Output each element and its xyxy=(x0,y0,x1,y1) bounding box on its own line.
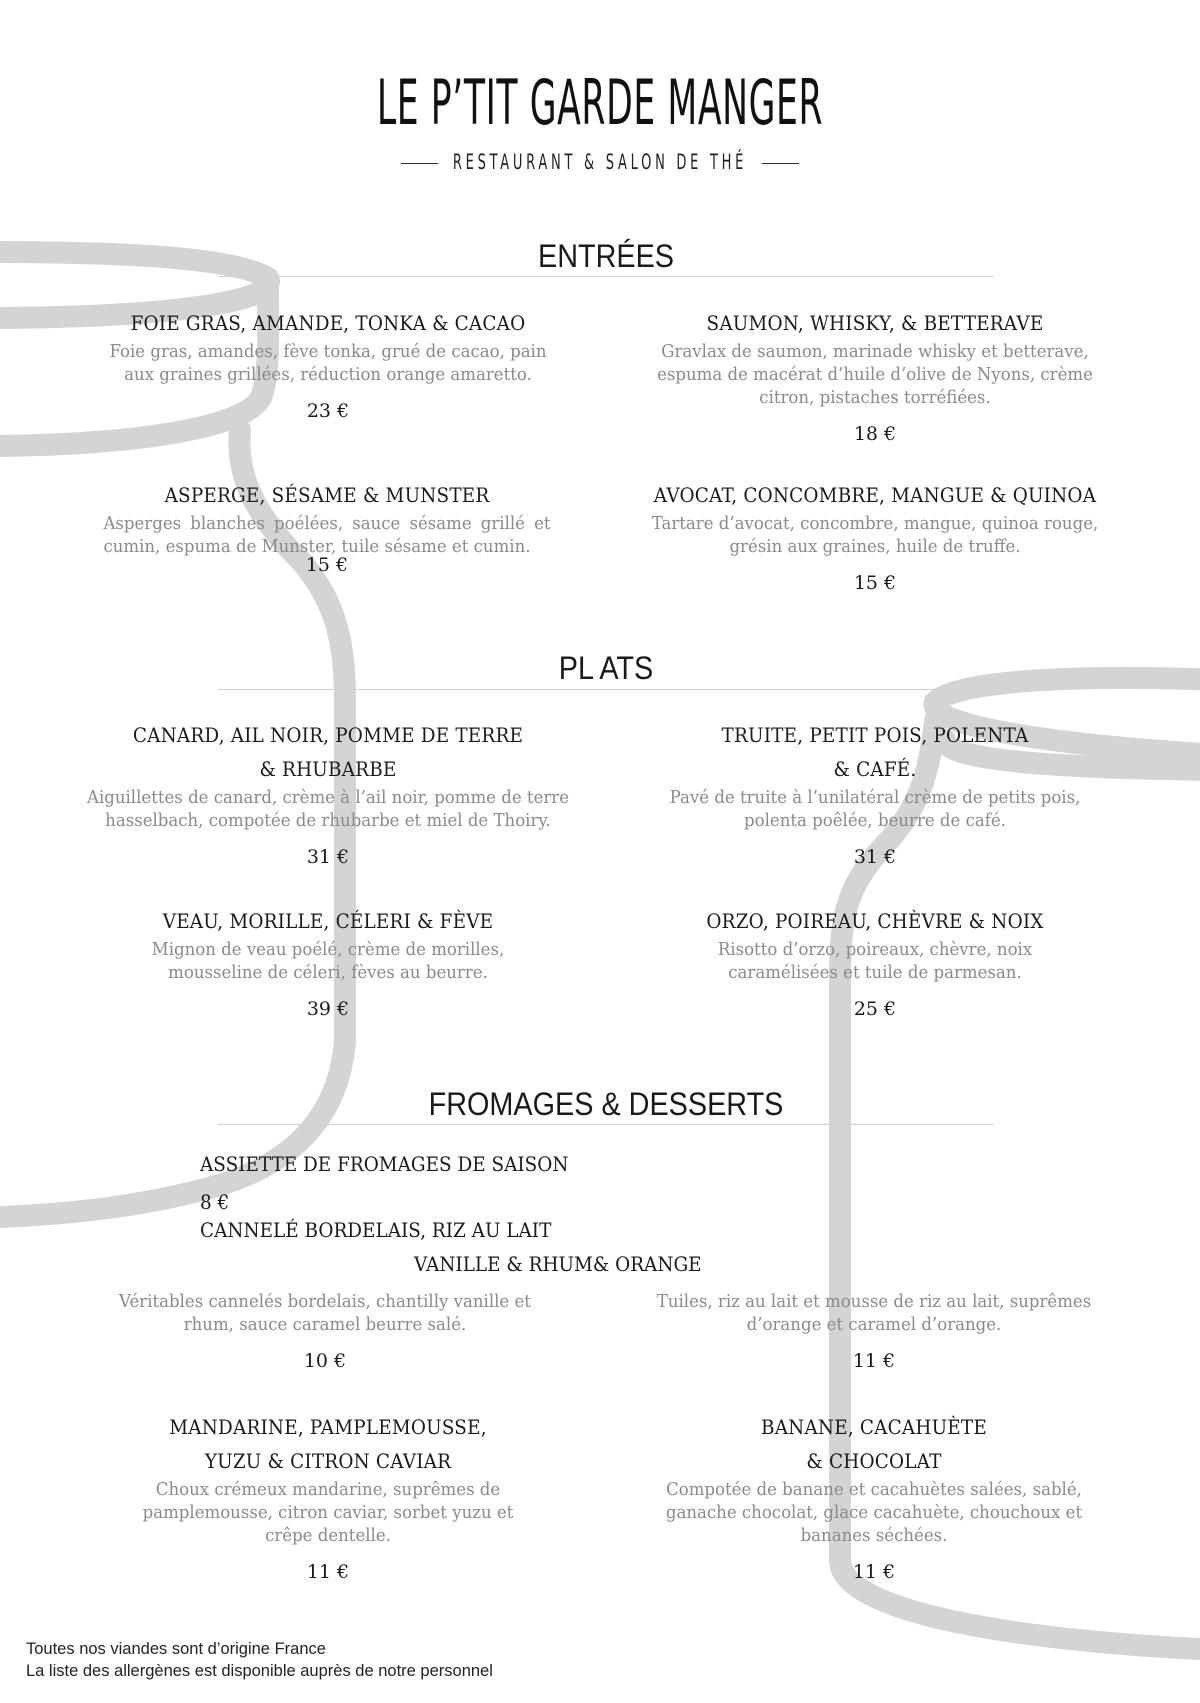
item-price: 11 € xyxy=(306,1561,350,1583)
item-name: SAUMON, WHISKY, & BETTERAVE xyxy=(706,311,1044,335)
item-name-line2: YUZU & CITRON CAVIAR xyxy=(204,1449,452,1473)
item-price: 18 € xyxy=(853,423,897,445)
item-description: Compotée de banane et cacahuètes salées, sablé, ganache chocolat, glace cacahuète, chouchoux et bananes séchées. xyxy=(665,1479,1083,1546)
menu-item xyxy=(680,904,1070,1020)
menu-item xyxy=(50,718,606,868)
item-price: 25 € xyxy=(853,998,897,1020)
item-name: ORZO, POIREAU, CHÈVRE & NOIX xyxy=(706,909,1044,933)
item-price: 15 € xyxy=(305,554,349,576)
item-name: ASPERGE, SÉSAME & MUNSTER xyxy=(164,483,490,507)
item-name: AVOCAT, CONCOMBRE, MANGUE & QUINOA xyxy=(653,483,1097,507)
item-description: Gravlax de saumon, marinade whisky et betterave, espuma de macérat d’huile d’olive de Nyons, crème citron, pistaches torréfiées. xyxy=(657,341,1093,408)
item-price: 23 € xyxy=(306,400,350,422)
subtitle-left-dash xyxy=(401,163,438,164)
canele-title-line2: VANILLE & RHUM& ORANGE xyxy=(414,1252,702,1276)
menu-item xyxy=(620,478,1130,594)
item-name-line1: TRUITE, PETIT POIS, POLENTA xyxy=(721,723,1029,747)
item-description: Choux crémeux mandarine, suprêmes de pamplemousse, citron caviar, sorbet yuzu et crêpe dentelle. xyxy=(142,1479,514,1546)
item-price: 10 € xyxy=(303,1350,347,1372)
menu-item xyxy=(630,718,1120,868)
menu-item xyxy=(80,306,576,422)
footer-meat-origin: Toutes nos viandes sont d’origine France xyxy=(26,1640,326,1658)
section-title-desserts: FROMAGES & DESSERTS xyxy=(428,1086,784,1122)
cheese-plate-price: 8 € xyxy=(200,1190,230,1214)
menu-item xyxy=(624,1290,1124,1372)
item-price: 11 € xyxy=(852,1561,896,1583)
item-name: VEAU, MORILLE, CÉLERI & FÈVE xyxy=(162,909,494,933)
item-description: Pavé de truite à l’unilatéral crème de petits pois, polenta poêlée, beurre de café. xyxy=(669,787,1081,831)
item-price: 11 € xyxy=(852,1350,896,1372)
canele-title-line1: CANNELÉ BORDELAIS, RIZ AU LAIT xyxy=(200,1218,552,1242)
item-name-line1: MANDARINE, PAMPLEMOUSSE, xyxy=(169,1415,487,1439)
item-name-line2: & RHUBARBE xyxy=(259,757,397,781)
footer-allergens: La liste des allergènes est disponible auprès de notre personnel xyxy=(26,1662,493,1680)
menu-item xyxy=(84,478,570,576)
section-divider xyxy=(218,689,994,690)
subtitle-right-dash xyxy=(762,163,799,164)
menu-item xyxy=(110,904,546,1020)
item-description: Asperges blanches poélées, sauce sésame grillé et cumin, espuma de Munster, tuile sésame et cumin. xyxy=(103,513,551,557)
item-description: Risotto d’orzo, poireaux, chèvre, noix caramélisées et tuile de parmesan. xyxy=(717,939,1033,983)
item-description: Tartare d’avocat, concombre, mangue, quinoa rouge, grésin aux graines, huile de truffe. xyxy=(651,513,1099,557)
item-price: 39 € xyxy=(306,998,350,1020)
item-price: 15 € xyxy=(853,572,897,594)
item-description: Tuiles, riz au lait et mousse de riz au lait, suprêmes d’orange et caramel d’orange. xyxy=(656,1291,1092,1335)
menu-item xyxy=(100,1290,550,1372)
section-title-entrees: ENTRÉES xyxy=(537,238,675,274)
item-name: FOIE GRAS, AMANDE, TONKA & CACAO xyxy=(130,311,526,335)
item-description: Véritables cannelés bordelais, chantilly vanille et rhum, sauce caramel beurre salé. xyxy=(119,1291,531,1335)
restaurant-subtitle xyxy=(228,150,972,174)
item-price: 31 € xyxy=(306,846,350,868)
item-description: Foie gras, amandes, fève tonka, grué de cacao, pain aux graines grillées, réduction orange amaretto. xyxy=(109,341,547,385)
menu-item xyxy=(636,1410,1112,1583)
section-divider xyxy=(218,276,994,277)
footer-notes xyxy=(26,1638,493,1682)
subtitle-text: RESTAURANT & SALON DE THÉ xyxy=(452,150,748,174)
cheese-plate-name: ASSIETTE DE FROMAGES DE SAISON xyxy=(200,1152,569,1176)
section-divider xyxy=(218,1124,994,1125)
item-name-line1: BANANE, CACAHUÈTE xyxy=(760,1415,987,1439)
item-description: Mignon de veau poélé, crème de morilles, mousseline de céleri, fèves au beurre. xyxy=(151,939,505,983)
section-title-plats: PL ATS xyxy=(558,650,654,686)
item-name-line1: CANARD, AIL NOIR, POMME DE TERRE xyxy=(132,723,524,747)
restaurant-logo-title: LE P’TIT GARDE MANGER xyxy=(376,66,824,139)
menu-item xyxy=(628,306,1122,445)
item-name-line2: & CAFÉ. xyxy=(833,757,917,781)
item-name-line2: & CHOCOLAT xyxy=(806,1449,942,1473)
menu-item xyxy=(110,1410,546,1583)
item-description: Aiguillettes de canard, crème à l’ail noir, pomme de terre hasselbach, compotée de rhubarbe et miel de Thoiry. xyxy=(86,787,570,831)
item-price: 31 € xyxy=(853,846,897,868)
